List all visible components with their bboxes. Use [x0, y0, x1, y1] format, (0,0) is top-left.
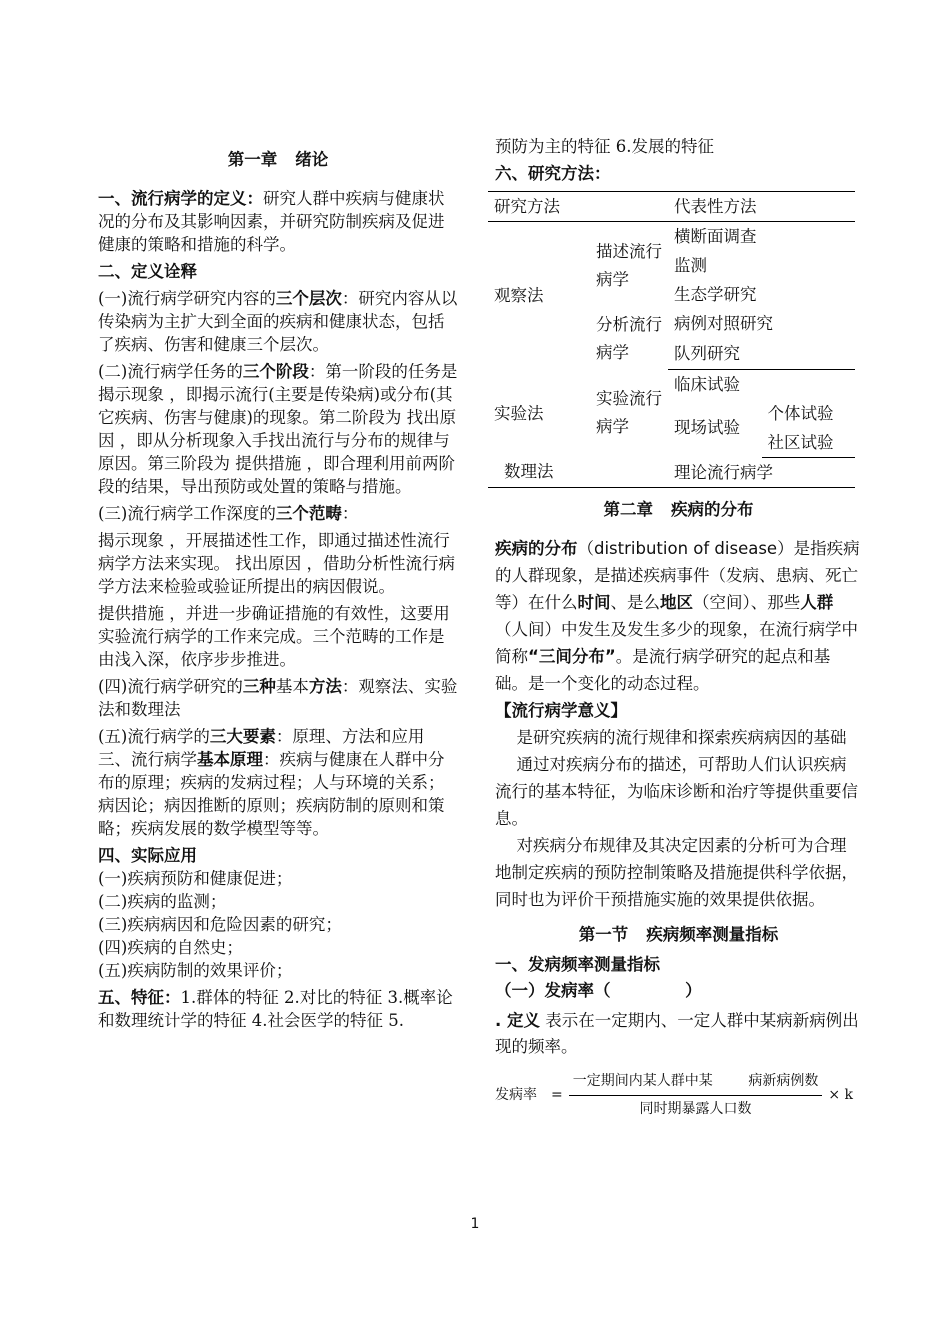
features-paragraph: [98, 986, 458, 1032]
text-run: 表示在一定期内、一定人群中某病新病例出现的频率。: [495, 1010, 859, 1056]
definition-paragraph: [98, 187, 458, 256]
page-number: 1: [470, 1216, 480, 1232]
text-run: (四)流行病学研究的: [98, 677, 243, 696]
section-name: 疾病频率测量指标: [646, 924, 779, 944]
section-2-heading: 二、定义诠释: [98, 262, 197, 281]
table-cell: 临床试验: [674, 374, 740, 394]
paragraph-levels: [98, 287, 458, 356]
methods-table: [488, 191, 855, 488]
section-1-title: [495, 923, 862, 946]
paragraph-categories: [98, 502, 458, 525]
paragraph-stages: [98, 360, 458, 498]
paragraph-reveal: 揭示现象 ，开展描述性工作，即通过描述性流行病学方法来实现。 找出原因 ，借助分析性流行病学方法来检验或验证所提出的病因假说。: [98, 531, 455, 596]
table-cell: 理论流行病学: [668, 457, 855, 487]
text-run: （人间）中发生及发生多少的现象，在流行病学中简称: [495, 619, 858, 666]
table-cell: 描述流行病学: [596, 241, 662, 289]
table-cell: 现场试验: [674, 418, 740, 438]
significance-heading: 【流行病学意义】: [495, 700, 627, 720]
formula-numerator: 一定期间内某人群中某 病新病例数: [569, 1070, 823, 1096]
table-cell: 实验流行病学: [596, 389, 662, 436]
text-run: ：第一阶段的任务是 揭示现象 ，即揭示流行(主要是传染病)或分布(其它疾病、伤害与健康)的现象。第二阶段为 找出原因 ，即从分析现象入手找出流行与分布的规律与原因。第三阶段为 提供措施 ，即合理利用前两阶段的结果，导出预防或处置的策略与措施。: [98, 362, 458, 496]
list-item: (一)疾病预防和健康促进；: [98, 869, 293, 888]
section-4-heading: 四、实际应用: [98, 846, 197, 865]
text-run: ：疾病与健康在人群中分布的原理；疾病的发病过程；人与环境的关系；病因论；病因推断的原则；疾病防制的原则和策略；疾病发展的数学模型等等。: [98, 750, 445, 838]
bold-run: . 定义: [495, 1010, 541, 1030]
text-run: ：研究内容从以传染病为主扩大到全面的疾病和健康状态，包括了疾病、伤害和健康三个层次。: [98, 289, 458, 354]
formula-equals: =: [551, 1086, 563, 1103]
bold-run: 地区: [660, 592, 693, 612]
left-column: [98, 148, 458, 1032]
text-run: ：原理、方法和应用: [275, 727, 425, 746]
text-run: ：观察法、实验法和数理法: [98, 677, 458, 719]
incidence-formula: [495, 1070, 862, 1121]
list-item: (三)疾病病因和危险因素的研究；: [98, 915, 342, 934]
text-run: （空间）、那些: [693, 592, 801, 612]
bold-run: 人群: [800, 592, 834, 612]
section-6-heading: 六、研究方法：: [495, 164, 611, 183]
formula-denominator: 同时期暴露人口数: [639, 1100, 752, 1117]
text-run: 基本: [275, 677, 309, 696]
bold-run: 三个范畴: [275, 504, 342, 523]
paragraph-principles: [98, 748, 458, 840]
paragraph-elements: [98, 725, 458, 748]
bold-run: 三种: [242, 677, 276, 696]
paragraph-methods: [98, 675, 458, 721]
bold-run: 疾病的分布: [495, 538, 578, 558]
right-column: [495, 135, 862, 1121]
table-cell: 社区试验: [762, 428, 856, 458]
definition-body: 研究人群中疾病与健康状况的分布及其影响因素，并研究防制疾病及促进健康的策略和措施的科学。: [98, 189, 445, 254]
table-cell: 病例对照研究: [674, 314, 773, 334]
significance-item: 是研究疾病的流行规律和探索疾病病因的基础: [516, 727, 847, 747]
bold-run: 方法: [308, 677, 342, 696]
list-item: (四)疾病的自然史；: [98, 938, 243, 957]
table-cell: 队列研究: [668, 339, 855, 369]
chapter-title: [98, 148, 458, 171]
table-cell: 监测: [674, 256, 707, 275]
significance-item: 通过对疾病分布的描述，可帮助人们认识疾病流行的基本特征，为临床诊断和治疗等提供重要信息。: [495, 754, 858, 828]
chapter-2-title: [495, 498, 862, 521]
incidence-rate-heading: （一）发病率（ ）: [495, 980, 702, 1000]
section-5-heading: 五、特征：: [98, 988, 181, 1007]
table-cell: 个体试验: [767, 403, 834, 423]
distribution-paragraph: [495, 535, 862, 697]
bold-run: “三间分布”: [528, 646, 616, 666]
section-number: 第一节: [578, 924, 629, 944]
table-row: [488, 192, 855, 222]
definition-heading: 一、流行病学的定义：: [98, 189, 263, 208]
incidence-heading: 一、发病频率测量指标: [495, 954, 660, 974]
table-row: [488, 222, 855, 252]
table-row: [488, 457, 855, 487]
table-header: 代表性方法: [668, 192, 855, 222]
text-run: ：: [341, 504, 359, 523]
table-cell: 观察法: [494, 286, 544, 305]
list-item: (二)疾病的监测；: [98, 892, 227, 911]
table-cell: 实验法: [494, 403, 544, 423]
bold-run: 三个阶段: [242, 362, 309, 381]
table-cell: 横断面调查: [674, 227, 757, 246]
chapter-name: 疾病的分布: [671, 499, 754, 519]
text-run: 三、流行病学: [98, 750, 197, 769]
formula-lhs: 发病率: [495, 1086, 537, 1103]
table-cell: 数理法: [488, 457, 668, 487]
features-continuation: 预防为主的特征 6.发展的特征: [495, 137, 714, 156]
significance-item: 对疾病分布规律及其决定因素的分析可为合理地制定疾病的预防控制策略及措施提供科学依据，同时也为评价干预措施实施的效果提供依据。: [495, 835, 858, 909]
text-run: (一)流行病学研究内容的: [98, 289, 276, 308]
bold-run: 基本原理: [197, 750, 263, 769]
table-header: 研究方法: [488, 192, 668, 222]
text-run: 、是么: [610, 592, 660, 612]
paragraph-measures: 提供措施 ，并进一步确证措施的有效性，这要用实验流行病学的工作来完成。三个范畴的工作是由浅入深，依序步步推进。: [98, 604, 450, 669]
incidence-definition: [495, 1008, 862, 1060]
text-run: (五)流行病学的: [98, 727, 210, 746]
features-body: 1.群体的特征 2.对比的特征 3.概率论和数理统计学的特征 4.社会医学的特征 5.: [98, 988, 453, 1030]
bold-run: 时间: [577, 592, 611, 612]
list-item: (五)疾病防制的效果评价；: [98, 961, 293, 980]
text-run: 。是流行病学研究的起点和基础。是一个变化的动态过程。: [495, 646, 831, 693]
text-run: （distribution of disease）是指疾病的人群现象，是描述疾病事件（发病、患病、死亡等）在什么: [495, 538, 860, 612]
table-cell: 分析流行病学: [596, 315, 662, 362]
text-run: (二)流行病学任务的: [98, 362, 243, 381]
text-run: (三)流行病学工作深度的: [98, 504, 276, 523]
formula-fraction: [569, 1070, 823, 1121]
table-row: [488, 369, 855, 399]
chapter-number: 第一章: [227, 150, 278, 169]
formula-multiplier: × k: [828, 1086, 854, 1103]
chapter-name: 绪论: [295, 150, 329, 169]
table-cell: 生态学研究: [674, 285, 757, 304]
chapter-number: 第二章: [603, 499, 653, 519]
bold-run: 三大要素: [209, 727, 276, 746]
bold-run: 三个层次: [275, 289, 342, 308]
